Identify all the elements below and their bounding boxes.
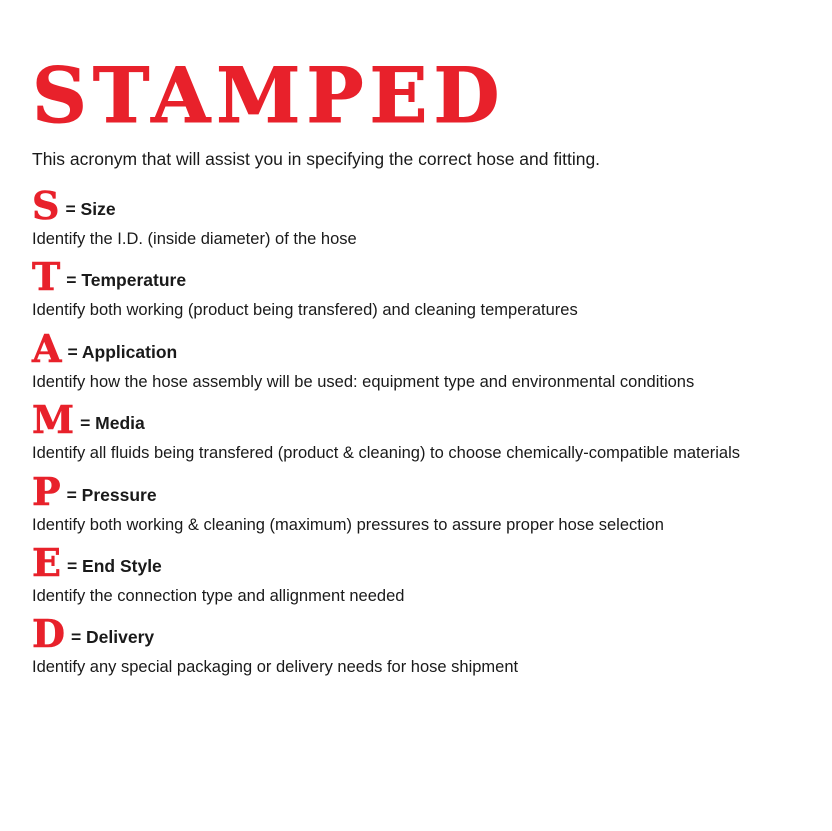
entry-letter-m: M: [32, 397, 75, 443]
entry-letter-s: S: [32, 182, 60, 228]
entry-description: Identify the I.D. (inside diameter) of the hose: [32, 229, 357, 248]
entry-heading: [32, 539, 800, 585]
entry-term: = End Style: [66, 555, 162, 576]
entry-heading: [32, 325, 800, 371]
list-item: [32, 539, 800, 607]
list-item: [32, 468, 800, 536]
entry-term: = Media: [80, 413, 145, 434]
page-title: STAMPED: [32, 51, 506, 140]
entry-term: = Application: [67, 341, 178, 362]
list-item: [32, 397, 800, 464]
entry-heading: [32, 182, 800, 228]
entry-heading: [32, 611, 800, 657]
entry-description: Identify the connection type and allignment needed: [32, 586, 405, 605]
entry-term: = Temperature: [66, 270, 187, 291]
list-item: [32, 325, 800, 393]
entry-letter-e: E: [32, 539, 61, 585]
entry-heading: [32, 468, 800, 514]
entry-term: = Size: [65, 198, 116, 219]
list-item: [32, 182, 800, 250]
list-item: [32, 254, 800, 321]
entry-term: = Delivery: [70, 627, 155, 648]
intro-text: This acronym that will assist you in specifying the correct hose and fitting.: [32, 149, 601, 169]
entry-description: Identify all fluids being transfered (product & cleaning) to choose chemically-compatible materials: [32, 444, 741, 463]
entry-letter-d: D: [32, 611, 65, 657]
entry-letter-a: A: [32, 325, 62, 371]
entry-description: Identify any special packaging or delivery needs for hose shipment: [32, 658, 519, 677]
entry-heading: [32, 397, 800, 443]
entry-heading: [32, 254, 800, 300]
list-item: [32, 611, 800, 678]
entry-term: = Pressure: [66, 484, 157, 505]
entry-description: Identify both working (product being transfered) and cleaning temperatures: [32, 301, 578, 320]
entry-description: Identify both working & cleaning (maximum) pressures to assure proper hose selection: [32, 515, 664, 534]
entry-description: Identify how the hose assembly will be used: equipment type and environmental conditions: [32, 372, 695, 391]
entry-letter-p: P: [32, 468, 61, 514]
entry-letter-t: T: [32, 254, 61, 300]
